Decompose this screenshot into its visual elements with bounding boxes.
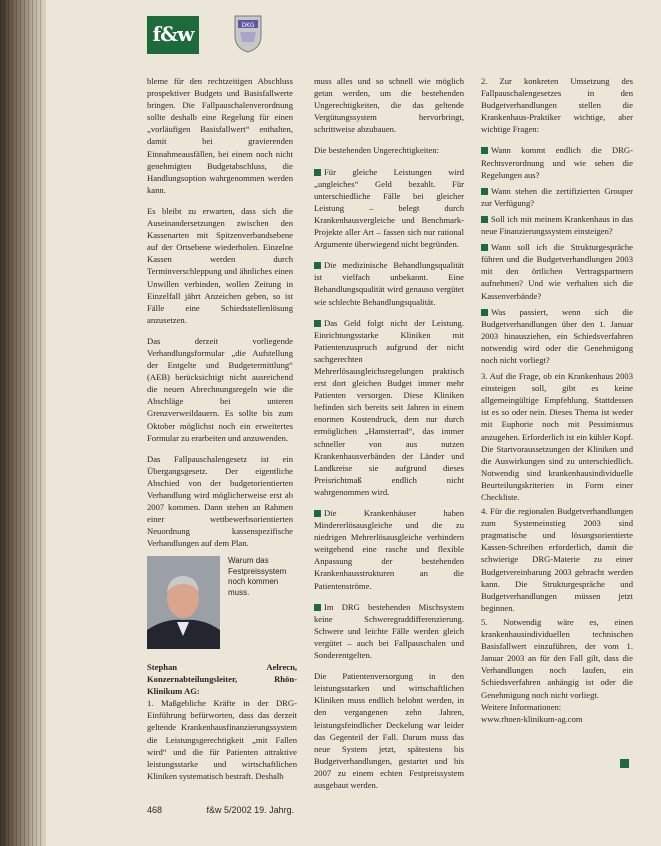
page-footer (147, 805, 294, 815)
paragraph: Das derzeit vorliegende Verhandlungsformular „die Aufstellung der Entgelte und Budgetermittlung“ (AEB) berücksichtigt nicht ausreichend die neuen Abrechnungsregeln wie die Abschläge bei unteren Grenzverweildauern. Es sollte bis zum Oktober möglichst noch ein erweitertes Formular zu erarbeiten und anzuwenden. (147, 335, 293, 443)
bullet-item (314, 601, 464, 661)
bullet-square-icon (481, 309, 488, 316)
bullet-text: Wann stehen die zertifizierten Grouper zur Verfügung? (481, 185, 633, 208)
bullet-square-icon (314, 510, 321, 517)
logo-text: f&w (152, 22, 194, 46)
bullet-square-icon (481, 188, 488, 195)
bullet-item (314, 317, 464, 498)
bullet-text: Für gleiche Leistungen wird „ungleiches“ Geld bezahlt. Für unterschiedliche Fälle bei gleicher Leistung – belegt durch Krankenhausvergleiche und Benchmark-Projekte aller Art – fassen sich nur rational Argumente überwiegend nicht begründen. (314, 166, 464, 250)
article-end-square-icon (620, 759, 629, 768)
paragraph: 5. Notwendig wäre es, einen krankenhausindividuellen technischen Basisfallwert einzuführen, der vom 1. Januar 2003 an für den Fall gilt, dass die Verhandlungen noch laufen, ein Schiedsverfahren anhängig ist oder die Genehmigung noch nicht vorliegt. (481, 616, 633, 700)
photo-caption: Warum das Festpreissystem noch kommen muss. (228, 556, 287, 597)
dkg-badge-icon (232, 12, 264, 54)
bullet-item (481, 213, 633, 237)
bullet-item (481, 185, 633, 209)
paragraph: Die Patientenversorgung in den leistungsstarken und wirtschaftlichen Kliniken muss endlich belohnt werden, in den vergangenen zehn Jahren, leistungsfeindlicher Deckelung war leider das Gegenteil der Fall. Darum muss das neue System jetzt, spätestens bis Budgetverhandlungen, gestartet und bis 2007 zu einem echten Festpreissystem ausgebaut werden. (314, 671, 464, 790)
bullet-item (314, 507, 464, 592)
more-info-label: Weitere Informationen: (481, 701, 562, 712)
bullet-text: Wann kommt endlich die DRG-Rechtsverordnung und wie sehen die Regelungen aus? (481, 145, 633, 180)
paragraph: Das Fallpauschalengesetz ist ein Übergangsgesetz. Der eigentliche Abschied von der budgetorientierten Verhandlung wird möglicherweise erst ab 2007 kommen. Dann stehen an Rahmen einer wettbewerbsorientierten Neuordnung kassenspezifische Verhandlungen auf dem Plan. (147, 453, 293, 549)
article-column-2 (314, 75, 464, 800)
journal-issue: f&w 5/2002 19. Jahrg. (206, 805, 295, 815)
paragraph: muss alles und so schnell wie möglich getan werden, um die bestehenden Ungerechtigkeiten, die das geltende Vergütungssystem hervorbringt, schrittweise abzubauen. (314, 76, 464, 135)
article-column-1 (147, 75, 293, 558)
author-statement (147, 661, 297, 782)
page-number: 468 (147, 805, 163, 815)
bullet-item (481, 144, 633, 180)
bullet-item (314, 259, 464, 307)
bullet-square-icon (481, 147, 488, 154)
paragraph: 3. Auf die Frage, ob ein Krankenhaus 2003 einsteigen soll, gibt es keine allgemeingültige Empfehlung. Stattdessen ist es so oder nein. Dieses Thema ist weder mit Euphorie noch mit Pessimismus anzugehen. Erforderlich ist ein kühler Kopf. Die Startvoraussetzungen der Kliniken und die Auswirkungen sind zu unterschiedlich. Notwendig sind krankenhausindividuelle Beurteilungskriterien in Form einer Checkliste. (481, 371, 634, 502)
bullet-item (481, 306, 633, 366)
author-name: Stephan Aelrecn, Konzernabteilungsleiter, Rhön-Klinikum AG: (147, 662, 297, 697)
bullet-text: Im DRG bestehenden Mischsystem keine Schweregraddifferenzierung. Schwere und leichte Fälle werden gleich vergütet – auch bei Fallpauschalen und Sonderentgelten. (314, 601, 464, 661)
bullet-text: Wann soll ich die Strukturgespräche führen und die Budgetverhandlungen 2003 mit den örtlichen Vertragspartnern aufnehmen? Und wie verhalten sich die Kassenverbände? (481, 242, 633, 301)
book-spine (0, 0, 46, 846)
bullet-text: Die Krankenhäuser haben Mindererlösausgleiche und die zu niedrigen Mehrerlösausgleiche verhindern weitgehend eine rasche und flexible Anpassung der bestehenden Krankenhausstrukturen an die Patientenströme. (314, 508, 464, 591)
bullet-item (481, 241, 633, 301)
bullet-square-icon (314, 262, 321, 269)
paragraph: 2. Zur konkreten Umsetzung des Fallpauschalengesetzes in den Budgetverhandlungen stellen die Krankenhaus-Praktiker wichtige, aber wichtige Fragen: (481, 76, 633, 135)
author-text: 1. Maßgebliche Kräfte in der DRG-Einführung befürworten, dass das derzeit geltende Krankenhausfinanzierungssystem die Leistungsgerechtigkeit „mit Fallen wird“ und die für Patienten attraktive leistungsstarke und wirtschaftlichen Kliniken systematisch bestraft. Deshalb (147, 698, 297, 781)
bullet-text: Soll ich mit meinem Krankenhaus in das neue Finanzierungssystem einsteigen? (481, 213, 633, 237)
bullet-text: Das Geld folgt nicht der Leistung. Einrichtungsstarke Kliniken mit Patientenzuspruch aufgrund der nicht sachgerechten Mehrerlösausgleichsregelungen praktisch erst dort gleichen Budget immer mehr Patienten versorgen. Diese Kliniken befinden sich bereits seit Jahren in einem enormen Kostendruck, dem nur durch ermöglichen „Hamsterrad“, das immer schneller von aus nutzen Krankenhausverbänden der Länder und Landkreise sie aufgrund dieses Preisrichtmaß endlich nicht wahrgenommen wird. (314, 317, 464, 497)
bullet-square-icon (314, 169, 321, 176)
paragraph: Es bleibt zu erwarten, dass sich die Auseinandersetzungen zwischen den Kassenarten mit Spitzenverbandsebene auf der Ortsebene wiederholen. Einzelne Kassen werden durch Terminverschleppung und ähnliches einen Unwillen verbinden, wollen Zeitung in Einzelfall jährt Anzeichen geben, so ist Fälle eine Schiedsstellenlösung anzusetzen. (147, 205, 293, 325)
paragraph: bleme für den rechtzeitigen Abschluss prospektiver Budgets und Basisfallwerte bringen. Die Fallpauschalenverordnung sollte deshalb eine Regelung für einen „vorläufigen Basisfallwert“ enthalten, damit bei gravierenden Einnahmeausfällen, bei einem noch nicht genehmigten Budgetabschluss, die Handlungsoption wahrgenommen werden kann. (147, 76, 293, 195)
bullet-square-icon (314, 604, 321, 611)
paragraph: 4. Für die regionalen Budgetverhandlungen zum Systemeinstieg 2003 sind pragmatische und lösungsorientierte Kassen-Schreiben erforderlich, damit die schwierige DRG-Materie zu einer Budgetvereinbarung 2003 gebracht werden kann. Die Strukturgespräche und Budgetverhandlungen müssen jetzt beginnen. (481, 506, 633, 613)
bullet-square-icon (481, 244, 488, 251)
fw-logo (147, 16, 199, 54)
portrait-image (147, 556, 220, 649)
bullet-text: Die medizinische Behandlungsqualität ist vielfach unbekannt. Eine Behandlungsqualität wird genauso vergütet wie schlechte Behandlungsqualität. (314, 260, 464, 307)
badge-text: DKG (241, 22, 255, 29)
article-column-3 (481, 75, 633, 725)
paragraph: Die bestehenden Ungerechtigkeiten: (314, 145, 440, 156)
bullet-item (314, 166, 464, 251)
author-photo (147, 556, 220, 649)
bullet-text: Was passiert, wenn sich die Budgetverhandlungen über den 1. Januar 2003 hinausziehen, ein Schiedsverfahren notwendig wird oder die Genehmigung noch nicht vorliegt? (481, 306, 633, 365)
more-info-link[interactable]: www.rhoen-klinikum-ag.com (481, 713, 583, 724)
bullet-square-icon (481, 216, 488, 223)
bullet-square-icon (314, 320, 321, 327)
spine-texture (4, 0, 42, 846)
